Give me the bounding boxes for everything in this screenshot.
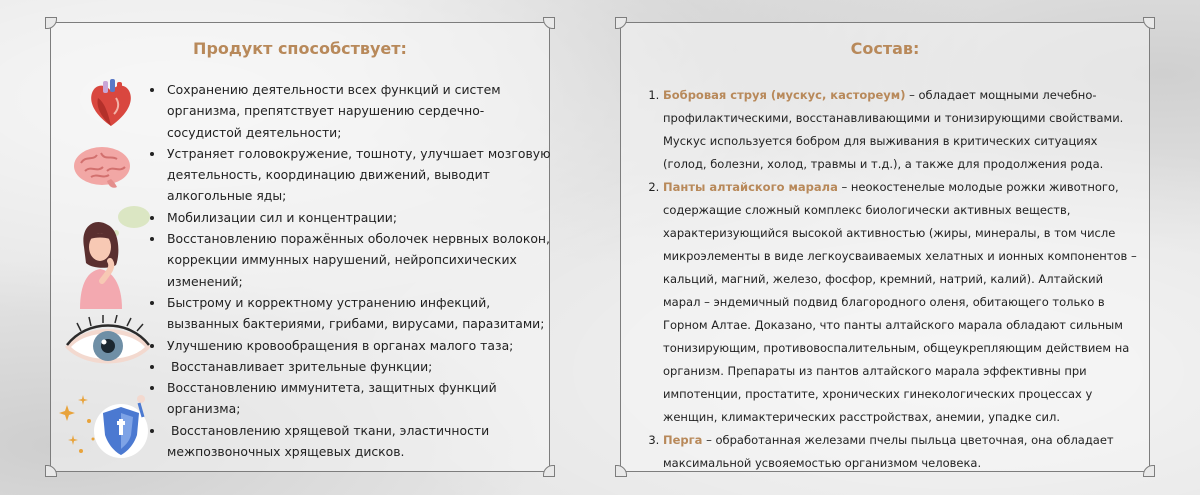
list-item: • Быстрому и корректному устранению инфекций, вызванных бактериями, грибами, вирусами, паразитами; <box>165 292 555 335</box>
frame-corner <box>1143 17 1155 29</box>
thinking-woman-icon <box>66 203 158 315</box>
list-item: • Улучшению кровообращения в органах малого таза; <box>165 335 555 356</box>
eye-icon <box>61 315 155 373</box>
benefits-panel <box>50 22 550 472</box>
ingredient-name: Перга <box>663 433 703 447</box>
benefits-title: Продукт способствует: <box>193 39 407 58</box>
composition-title: Состав: <box>850 39 920 58</box>
ingredient-item <box>663 176 1139 429</box>
list-item: • Восстановлению хрящевой ткани, эластичности межпозвоночных хрящевых дисков. <box>165 420 555 463</box>
ingredient-name: Панты алтайского марала <box>663 180 838 194</box>
frame-corner <box>615 465 627 477</box>
heart-icon <box>86 78 136 130</box>
frame-corner <box>543 17 555 29</box>
ingredient-description: – обработанная железами пчелы пыльца цветочная, она обладает максимальной усвояемостью организмом человека. <box>663 433 1114 470</box>
ingredient-item <box>663 84 1139 176</box>
ingredient-description: – обладает мощными лечебно-профилактическими, восстанавливающими и тонизирующими свойствами. Мускус используется бобром для выживания в критических ситуациях (голод, болезни, холод, травмы и т.д.), а также для продолжения рода. <box>663 88 1124 171</box>
composition-list <box>649 84 1139 475</box>
immunity-shield-icon <box>59 391 154 461</box>
list-item: • Восстановлению иммунитета, защитных функций организма; <box>165 377 555 420</box>
list-item: • Устраняет головокружение, тошноту, улучшает мозговую деятельность, координацию движений, выводит алкогольные яды; <box>165 143 555 207</box>
ingredient-name: Бобровая струя (мускус, кастореум) <box>663 88 906 102</box>
benefits-list <box>151 79 555 462</box>
frame-corner <box>45 465 57 477</box>
brain-icon <box>71 143 133 193</box>
list-item: • Восстанавливает зрительные функции; <box>165 356 555 377</box>
list-item: • Мобилизации сил и концентрации; <box>165 207 555 228</box>
ingredient-item <box>663 429 1139 475</box>
composition-panel <box>620 22 1150 472</box>
list-item: • Восстановлению поражённых оболочек нервных волокон, коррекции иммунных нарушений, нейропсихических изменений; <box>165 228 555 292</box>
list-item: • Сохранению деятельности всех функций и систем организма, препятствует нарушению сердечно-сосудистой деятельности; <box>165 79 555 143</box>
ingredient-description: – неокостенелые молодые рожки животного, содержащие сложный комплекс биологически активных веществ, характеризующийся высокой активностью (жиры, минералы, в том числе микроэлементы в виде легкоусваиваемых хелатных и ионных компонентов – кальций, магний, железо, фосфор, кремний, натрий, калий). Алтайский марал – эндемичный подвид благородного оленя, обитающего только в Горном Алтае. Доказано, что панты алтайского марала обладают сильным тонизирующим, противовоспалительным, общеукрепляющим действием на организм. Препараты из пантов алтайского марала эффективны при импотенции, простатите, хронических гинекологических процессах у женщин, климактерических расстройствах, анемии, упадке сил. <box>663 180 1137 424</box>
